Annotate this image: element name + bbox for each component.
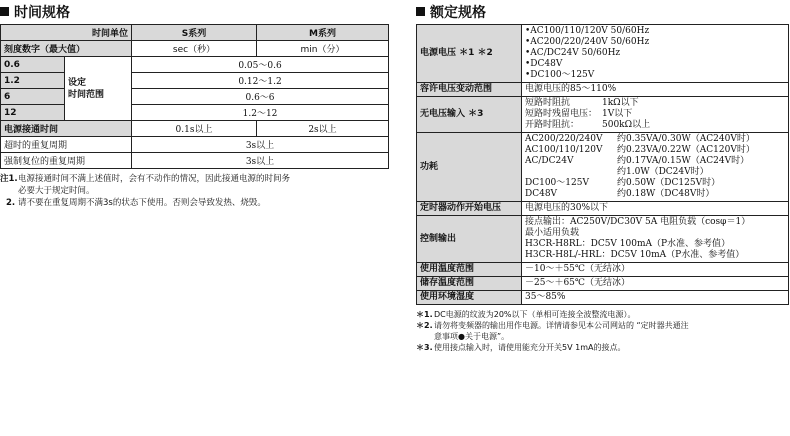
rated-spec-title: 额定规格 bbox=[430, 5, 486, 21]
note-line: 请勿将变频器的输出用作电源。详情请参见本公司网站的 “定时器共通注 bbox=[434, 321, 689, 330]
s-series-header: S系列 bbox=[132, 25, 257, 41]
setting-label-line: 设定 bbox=[68, 77, 87, 88]
control-output-label: 控制输出 bbox=[417, 216, 522, 263]
control-output-line: H3CR-H8RL：DC5V 100mA（P水准、参考值） bbox=[525, 239, 731, 249]
voltage-line: •AC100/110/120V 50/60Hz bbox=[525, 26, 650, 36]
control-output-row bbox=[417, 216, 789, 263]
range-row bbox=[1, 89, 389, 105]
timeout-cycle-value: 3s以上 bbox=[132, 137, 389, 153]
note-item bbox=[0, 173, 390, 197]
range-value: 0.05～0.6 bbox=[132, 57, 389, 73]
square-bullet-icon bbox=[416, 7, 425, 16]
humidity-row bbox=[417, 291, 789, 305]
note-line: 必要大于规定时间。 bbox=[18, 186, 95, 196]
power-consumption-row bbox=[417, 133, 789, 202]
range-row bbox=[1, 73, 389, 89]
note-mark: ＊2. bbox=[416, 321, 433, 330]
impedance-line bbox=[525, 120, 785, 131]
note-mark: ＊3. bbox=[416, 343, 433, 352]
voltage-label: 电源电压 ＊1 ＊2 bbox=[417, 25, 522, 83]
impedance-line bbox=[525, 109, 785, 120]
control-output-values bbox=[522, 216, 789, 263]
time-spec-header-row bbox=[1, 25, 389, 41]
power-key: DC100～125V bbox=[525, 178, 589, 188]
range-value: 1.2～12 bbox=[132, 105, 389, 121]
voltage-line: •DC48V bbox=[525, 59, 563, 69]
control-output-line: 最小适用负载 bbox=[525, 228, 580, 238]
power-line bbox=[525, 145, 785, 156]
time-unit-header: 时间单位 bbox=[1, 25, 132, 41]
setting-range-label bbox=[65, 57, 132, 121]
rated-spec-table bbox=[416, 24, 789, 305]
impedance-key: 短路时残留电压： bbox=[525, 109, 598, 119]
range-max: 0.6 bbox=[1, 57, 65, 73]
impedance-value: 1V以下 bbox=[602, 109, 633, 119]
range-row bbox=[1, 105, 389, 121]
no-voltage-input-values bbox=[522, 97, 789, 133]
humidity-label: 使用环境湿度 bbox=[417, 291, 522, 305]
power-value: 约0.17VA/0.15W（AC24V时） bbox=[617, 156, 750, 166]
storage-temp-value: －25～＋65℃（无结冰） bbox=[522, 277, 789, 291]
rated-spec-section bbox=[416, 0, 790, 353]
power-on-time-row bbox=[1, 121, 389, 137]
power-value: 约0.35VA/0.30W（AC240V时） bbox=[617, 134, 755, 144]
storage-temp-label: 储存温度范围 bbox=[417, 277, 522, 291]
power-line bbox=[525, 178, 785, 189]
time-spec-notes bbox=[0, 173, 390, 209]
range-max: 12 bbox=[1, 105, 65, 121]
power-line bbox=[525, 134, 785, 145]
power-key: AC/DC24V bbox=[525, 156, 574, 166]
scale-m-value: min（分） bbox=[257, 41, 389, 57]
range-row bbox=[1, 57, 389, 73]
voltage-row bbox=[417, 25, 789, 83]
power-on-time-label: 电源接通时间 bbox=[1, 121, 132, 137]
impedance-value: 500kΩ以上 bbox=[602, 120, 651, 130]
voltage-line: •DC100～125V bbox=[525, 70, 595, 80]
operating-temp-value: －10～＋55℃（无结冰） bbox=[522, 263, 789, 277]
no-voltage-input-row bbox=[417, 97, 789, 133]
power-value: 约1.0W（DC24V时） bbox=[617, 167, 709, 177]
note-line: 电源接通时间不满上述值时，会有不动作的情况，因此接通电源的时间务 bbox=[18, 174, 291, 184]
forced-reset-cycle-row bbox=[1, 153, 389, 169]
forced-reset-cycle-value: 3s以上 bbox=[132, 153, 389, 169]
range-value: 0.12～1.2 bbox=[132, 73, 389, 89]
note-mark: 2. bbox=[6, 198, 16, 208]
time-spec-title: 时间规格 bbox=[14, 5, 70, 21]
allowable-range-label: 容许电压变动范围 bbox=[417, 83, 522, 97]
m-series-header: M系列 bbox=[257, 25, 389, 41]
impedance-key: 开路时阻抗： bbox=[525, 120, 580, 130]
note-line: 使用接点输入时，请使用能充分开关5V 1mA的接点。 bbox=[434, 343, 626, 352]
operating-temp-label: 使用温度范围 bbox=[417, 263, 522, 277]
power-on-time-m: 2s以上 bbox=[257, 121, 389, 137]
power-key: AC200/220/240V bbox=[525, 134, 603, 144]
note-item bbox=[416, 309, 790, 320]
voltage-line: •AC200/220/240V 50/60Hz bbox=[525, 37, 650, 47]
note-line: 意事项●关于电源”。 bbox=[434, 332, 510, 341]
power-value: 约0.23VA/0.22W（AC120V时） bbox=[617, 145, 755, 155]
allowable-range-value: 电源电压的85～110% bbox=[522, 83, 789, 97]
impedance-line bbox=[525, 98, 785, 109]
control-output-line: 接点输出：AC250V/DC30V 5A 电阻负载（cosφ＝1） bbox=[525, 217, 751, 227]
impedance-value: 1kΩ以下 bbox=[602, 98, 639, 108]
no-voltage-input-label: 无电压输入 ＊3 bbox=[417, 97, 522, 133]
scale-row bbox=[1, 41, 389, 57]
power-on-time-s: 0.1s以上 bbox=[132, 121, 257, 137]
allowable-range-row bbox=[417, 83, 789, 97]
start-voltage-value: 电源电压的30%以下 bbox=[522, 202, 789, 216]
power-line bbox=[525, 167, 785, 178]
impedance-key: 短路时阻抗 bbox=[525, 98, 571, 108]
time-spec-heading bbox=[0, 2, 390, 24]
voltage-values bbox=[522, 25, 789, 83]
scale-s-value: sec（秒） bbox=[132, 41, 257, 57]
note-mark: ＊1. bbox=[416, 310, 433, 319]
rated-spec-notes bbox=[416, 309, 790, 353]
square-bullet-icon bbox=[0, 7, 9, 16]
note-mark: 注1. bbox=[0, 174, 18, 184]
power-value: 约0.50W（DC125V时） bbox=[617, 178, 721, 188]
time-spec-section bbox=[0, 0, 390, 209]
power-consumption-values bbox=[522, 133, 789, 202]
note-item bbox=[416, 320, 790, 342]
setting-label-line: 时间范围 bbox=[68, 89, 105, 100]
humidity-value: 35～85% bbox=[522, 291, 789, 305]
power-line bbox=[525, 156, 785, 167]
forced-reset-cycle-label: 强制复位的重复周期 bbox=[1, 153, 132, 169]
note-line: DC电源的纹波为20%以下（单相可连接全波整流电源）。 bbox=[434, 310, 636, 319]
power-key: AC100/110/120V bbox=[525, 145, 603, 155]
scale-label: 刻度数字（最大值） bbox=[1, 41, 132, 57]
note-item bbox=[416, 342, 790, 353]
start-voltage-row bbox=[417, 202, 789, 216]
time-spec-table bbox=[0, 24, 389, 169]
power-value: 约0.18W（DC48V时） bbox=[617, 189, 715, 199]
power-line bbox=[525, 189, 785, 200]
range-value: 0.6～6 bbox=[132, 89, 389, 105]
power-consumption-label: 功耗 bbox=[417, 133, 522, 202]
timeout-cycle-row bbox=[1, 137, 389, 153]
note-item bbox=[0, 197, 390, 209]
timeout-cycle-label: 超时的重复周期 bbox=[1, 137, 132, 153]
rated-spec-heading bbox=[416, 2, 790, 24]
note-line: 请不要在重复周期不满3s的状态下使用。否则会导致发热、烧毁。 bbox=[18, 198, 266, 208]
power-key: DC48V bbox=[525, 189, 558, 199]
operating-temp-row bbox=[417, 263, 789, 277]
range-max: 1.2 bbox=[1, 73, 65, 89]
control-output-line: H3CR-H8L/-HRL：DC5V 10mA（P水准、参考值） bbox=[525, 250, 745, 260]
range-max: 6 bbox=[1, 89, 65, 105]
voltage-line: •AC/DC24V 50/60Hz bbox=[525, 48, 621, 58]
storage-temp-row bbox=[417, 277, 789, 291]
start-voltage-label: 定时器动作开始电压 bbox=[417, 202, 522, 216]
